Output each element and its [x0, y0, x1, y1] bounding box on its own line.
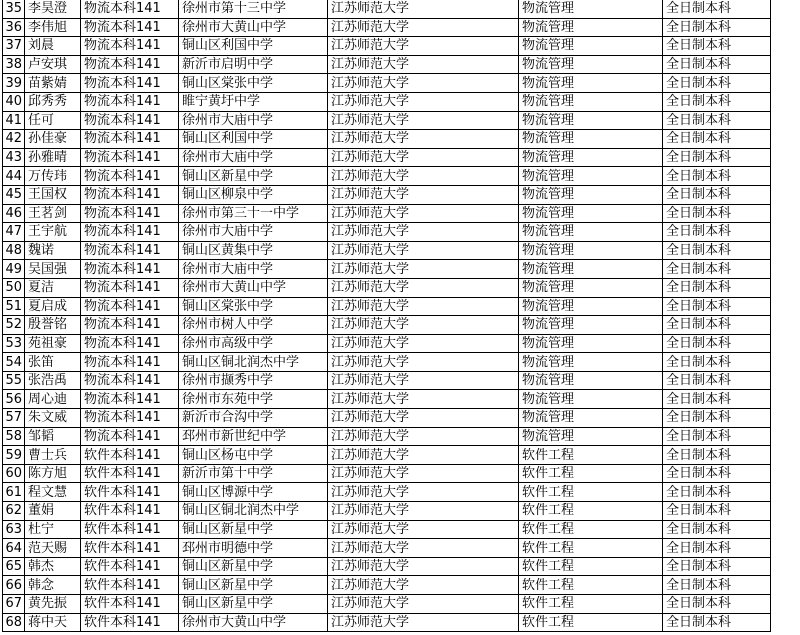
student-name-cell[interactable]: 苗紫婧 [25, 74, 81, 93]
university-cell[interactable]: 江苏师范大学 [328, 55, 519, 74]
study-type-cell[interactable]: 全日制本科 [663, 92, 771, 111]
table-row [3, 223, 771, 242]
class-cell[interactable]: 软件本科141 [81, 502, 179, 521]
study-type-cell[interactable]: 全日制本科 [663, 223, 771, 242]
university-cell[interactable]: 江苏师范大学 [328, 353, 519, 372]
table-row [3, 409, 771, 428]
major-cell[interactable]: 物流管理 [519, 353, 663, 372]
student-name-cell[interactable]: 殷誉铭 [25, 316, 81, 335]
row-number-cell[interactable]: 43 [3, 148, 25, 167]
high-school-cell[interactable]: 铜山区黄集中学 [179, 241, 328, 260]
class-cell[interactable]: 物流本科141 [81, 297, 179, 316]
major-cell[interactable]: 物流管理 [519, 334, 663, 353]
student-name-cell[interactable]: 夏洁 [25, 278, 81, 297]
study-type-cell[interactable]: 全日制本科 [663, 185, 771, 204]
table-row [3, 427, 771, 446]
row-number-cell[interactable]: 51 [3, 297, 25, 316]
study-type-cell[interactable]: 全日制本科 [663, 74, 771, 93]
student-table [2, 0, 771, 632]
class-cell[interactable]: 软件本科141 [81, 539, 179, 558]
class-cell[interactable]: 物流本科141 [81, 92, 179, 111]
student-name-cell[interactable]: 王国权 [25, 185, 81, 204]
study-type-cell[interactable]: 全日制本科 [663, 260, 771, 279]
class-cell[interactable]: 软件本科141 [81, 520, 179, 539]
high-school-cell[interactable]: 铜山区新星中学 [179, 576, 328, 595]
study-type-cell[interactable]: 全日制本科 [663, 241, 771, 260]
study-type-cell[interactable]: 全日制本科 [663, 557, 771, 576]
class-cell[interactable]: 软件本科141 [81, 576, 179, 595]
class-cell[interactable]: 物流本科141 [81, 74, 179, 93]
high-school-cell[interactable]: 徐州市大黄山中学 [179, 18, 328, 37]
table-row [3, 185, 771, 204]
table-row [3, 278, 771, 297]
class-cell[interactable]: 物流本科141 [81, 371, 179, 390]
student-name-cell[interactable]: 吴国强 [25, 260, 81, 279]
university-cell[interactable]: 江苏师范大学 [328, 409, 519, 428]
class-cell[interactable]: 物流本科141 [81, 55, 179, 74]
student-name-cell[interactable]: 董娟 [25, 502, 81, 521]
table-row [3, 539, 771, 558]
class-cell[interactable]: 软件本科141 [81, 557, 179, 576]
table-row [3, 334, 771, 353]
major-cell[interactable]: 软件工程 [519, 613, 663, 632]
row-number-cell[interactable]: 66 [3, 576, 25, 595]
high-school-cell[interactable]: 徐州市第十三中学 [179, 0, 328, 18]
student-name-cell[interactable]: 任可 [25, 111, 81, 130]
row-number-cell[interactable]: 36 [3, 18, 25, 37]
high-school-cell[interactable]: 铜山区博源中学 [179, 483, 328, 502]
student-name-cell[interactable]: 魏诺 [25, 241, 81, 260]
university-cell[interactable]: 江苏师范大学 [328, 613, 519, 632]
row-number-cell[interactable]: 40 [3, 92, 25, 111]
study-type-cell[interactable]: 全日制本科 [663, 130, 771, 149]
class-cell[interactable]: 软件本科141 [81, 595, 179, 614]
class-cell[interactable]: 物流本科141 [81, 37, 179, 56]
university-cell[interactable]: 江苏师范大学 [328, 260, 519, 279]
university-cell[interactable]: 江苏师范大学 [328, 595, 519, 614]
university-cell[interactable]: 江苏师范大学 [328, 483, 519, 502]
class-cell[interactable]: 物流本科141 [81, 148, 179, 167]
study-type-cell[interactable]: 全日制本科 [663, 483, 771, 502]
major-cell[interactable]: 物流管理 [519, 185, 663, 204]
study-type-cell[interactable]: 全日制本科 [663, 613, 771, 632]
major-cell[interactable]: 物流管理 [519, 55, 663, 74]
study-type-cell[interactable]: 全日制本科 [663, 334, 771, 353]
major-cell[interactable]: 物流管理 [519, 204, 663, 223]
row-number-cell[interactable]: 56 [3, 390, 25, 409]
table-row [3, 557, 771, 576]
university-cell[interactable]: 江苏师范大学 [328, 223, 519, 242]
class-cell[interactable]: 物流本科141 [81, 185, 179, 204]
major-cell[interactable]: 物流管理 [519, 92, 663, 111]
table-body [3, 0, 771, 632]
major-cell[interactable]: 软件工程 [519, 502, 663, 521]
student-name-cell[interactable]: 孙佳豪 [25, 130, 81, 149]
high-school-cell[interactable]: 徐州市撷秀中学 [179, 371, 328, 390]
major-cell[interactable]: 物流管理 [519, 18, 663, 37]
row-number-cell[interactable]: 68 [3, 613, 25, 632]
row-number-cell[interactable]: 62 [3, 502, 25, 521]
study-type-cell[interactable]: 全日制本科 [663, 18, 771, 37]
major-cell[interactable]: 软件工程 [519, 539, 663, 558]
high-school-cell[interactable]: 徐州市大庙中学 [179, 111, 328, 130]
student-name-cell[interactable]: 王茗剑 [25, 204, 81, 223]
study-type-cell[interactable]: 全日制本科 [663, 148, 771, 167]
table-row [3, 353, 771, 372]
row-number-cell[interactable]: 44 [3, 167, 25, 186]
row-number-cell[interactable]: 63 [3, 520, 25, 539]
university-cell[interactable]: 江苏师范大学 [328, 334, 519, 353]
class-cell[interactable]: 物流本科141 [81, 334, 179, 353]
high-school-cell[interactable]: 铜山区柳泉中学 [179, 185, 328, 204]
major-cell[interactable]: 物流管理 [519, 427, 663, 446]
class-cell[interactable]: 物流本科141 [81, 241, 179, 260]
class-cell[interactable]: 物流本科141 [81, 316, 179, 335]
university-cell[interactable]: 江苏师范大学 [328, 502, 519, 521]
student-name-cell[interactable]: 杜宁 [25, 520, 81, 539]
university-cell[interactable]: 江苏师范大学 [328, 446, 519, 465]
major-cell[interactable]: 物流管理 [519, 260, 663, 279]
student-name-cell[interactable]: 李伟旭 [25, 18, 81, 37]
class-cell[interactable]: 软件本科141 [81, 613, 179, 632]
row-number-cell[interactable]: 60 [3, 464, 25, 483]
major-cell[interactable]: 软件工程 [519, 483, 663, 502]
university-cell[interactable]: 江苏师范大学 [328, 278, 519, 297]
table-row [3, 92, 771, 111]
high-school-cell[interactable]: 徐州市树人中学 [179, 316, 328, 335]
row-number-cell[interactable]: 35 [3, 0, 25, 18]
university-cell[interactable]: 江苏师范大学 [328, 18, 519, 37]
study-type-cell[interactable]: 全日制本科 [663, 0, 771, 18]
table-row [3, 37, 771, 56]
table-row [3, 241, 771, 260]
major-cell[interactable]: 软件工程 [519, 446, 663, 465]
high-school-cell[interactable]: 铜山区利国中学 [179, 130, 328, 149]
class-cell[interactable]: 物流本科141 [81, 204, 179, 223]
student-name-cell[interactable]: 卢安琪 [25, 55, 81, 74]
table-row [3, 464, 771, 483]
university-cell[interactable]: 江苏师范大学 [328, 130, 519, 149]
study-type-cell[interactable]: 全日制本科 [663, 539, 771, 558]
row-number-cell[interactable]: 64 [3, 539, 25, 558]
study-type-cell[interactable]: 全日制本科 [663, 502, 771, 521]
major-cell[interactable]: 物流管理 [519, 241, 663, 260]
table-row [3, 316, 771, 335]
university-cell[interactable]: 江苏师范大学 [328, 241, 519, 260]
study-type-cell[interactable]: 全日制本科 [663, 446, 771, 465]
row-number-cell[interactable]: 49 [3, 260, 25, 279]
major-cell[interactable]: 物流管理 [519, 74, 663, 93]
university-cell[interactable]: 江苏师范大学 [328, 557, 519, 576]
table-row [3, 148, 771, 167]
university-cell[interactable]: 江苏师范大学 [328, 74, 519, 93]
table-row [3, 18, 771, 37]
major-cell[interactable]: 物流管理 [519, 130, 663, 149]
high-school-cell[interactable]: 铜山区棠张中学 [179, 74, 328, 93]
row-number-cell[interactable]: 47 [3, 223, 25, 242]
table-row [3, 111, 771, 130]
major-cell[interactable]: 物流管理 [519, 111, 663, 130]
university-cell[interactable]: 江苏师范大学 [328, 427, 519, 446]
student-name-cell[interactable]: 朱文威 [25, 409, 81, 428]
class-cell[interactable]: 物流本科141 [81, 223, 179, 242]
major-cell[interactable]: 软件工程 [519, 576, 663, 595]
major-cell[interactable]: 物流管理 [519, 316, 663, 335]
class-cell[interactable]: 软件本科141 [81, 483, 179, 502]
high-school-cell[interactable]: 睢宁黄圩中学 [179, 92, 328, 111]
high-school-cell[interactable]: 铜山区新星中学 [179, 520, 328, 539]
study-type-cell[interactable]: 全日制本科 [663, 409, 771, 428]
high-school-cell[interactable]: 徐州市大黄山中学 [179, 278, 328, 297]
student-name-cell[interactable]: 邱秀秀 [25, 92, 81, 111]
study-type-cell[interactable]: 全日制本科 [663, 111, 771, 130]
table-row [3, 260, 771, 279]
student-name-cell[interactable]: 韩杰 [25, 557, 81, 576]
class-cell[interactable]: 物流本科141 [81, 409, 179, 428]
table-row [3, 576, 771, 595]
class-cell[interactable]: 物流本科141 [81, 111, 179, 130]
major-cell[interactable]: 物流管理 [519, 0, 663, 18]
class-cell[interactable]: 物流本科141 [81, 18, 179, 37]
table-row [3, 55, 771, 74]
study-type-cell[interactable]: 全日制本科 [663, 576, 771, 595]
study-type-cell[interactable]: 全日制本科 [663, 595, 771, 614]
table-row [3, 446, 771, 465]
row-number-cell[interactable]: 48 [3, 241, 25, 260]
high-school-cell[interactable]: 徐州市大庙中学 [179, 148, 328, 167]
high-school-cell[interactable]: 新沂市启明中学 [179, 55, 328, 74]
study-type-cell[interactable]: 全日制本科 [663, 55, 771, 74]
table-row [3, 297, 771, 316]
high-school-cell[interactable]: 铜山区利国中学 [179, 37, 328, 56]
table-row [3, 74, 771, 93]
high-school-cell[interactable]: 新沂市合沟中学 [179, 409, 328, 428]
study-type-cell[interactable]: 全日制本科 [663, 371, 771, 390]
student-name-cell[interactable]: 张浩禹 [25, 371, 81, 390]
high-school-cell[interactable]: 铜山区棠张中学 [179, 297, 328, 316]
high-school-cell[interactable]: 铜山区新星中学 [179, 557, 328, 576]
row-number-cell[interactable]: 55 [3, 371, 25, 390]
student-name-cell[interactable]: 夏启成 [25, 297, 81, 316]
study-type-cell[interactable]: 全日制本科 [663, 316, 771, 335]
student-name-cell[interactable]: 周心迪 [25, 390, 81, 409]
student-name-cell[interactable]: 张笛 [25, 353, 81, 372]
major-cell[interactable]: 软件工程 [519, 464, 663, 483]
major-cell[interactable]: 物流管理 [519, 409, 663, 428]
study-type-cell[interactable]: 全日制本科 [663, 464, 771, 483]
student-name-cell[interactable]: 程文慧 [25, 483, 81, 502]
row-number-cell[interactable]: 61 [3, 483, 25, 502]
high-school-cell[interactable]: 新沂市第十中学 [179, 464, 328, 483]
class-cell[interactable]: 物流本科141 [81, 427, 179, 446]
table-row [3, 502, 771, 521]
university-cell[interactable]: 江苏师范大学 [328, 316, 519, 335]
table-row [3, 130, 771, 149]
class-cell[interactable]: 物流本科141 [81, 260, 179, 279]
high-school-cell[interactable]: 徐州市第三十一中学 [179, 204, 328, 223]
class-cell[interactable]: 物流本科141 [81, 278, 179, 297]
university-cell[interactable]: 江苏师范大学 [328, 167, 519, 186]
high-school-cell[interactable]: 铜山区新星中学 [179, 167, 328, 186]
major-cell[interactable]: 软件工程 [519, 595, 663, 614]
row-number-cell[interactable]: 53 [3, 334, 25, 353]
major-cell[interactable]: 物流管理 [519, 37, 663, 56]
student-name-cell[interactable]: 陈方旭 [25, 464, 81, 483]
study-type-cell[interactable]: 全日制本科 [663, 390, 771, 409]
table-row [3, 0, 771, 18]
high-school-cell[interactable]: 铜山区新星中学 [179, 595, 328, 614]
table-row [3, 613, 771, 632]
student-name-cell[interactable]: 孙雅晴 [25, 148, 81, 167]
row-number-cell[interactable]: 50 [3, 278, 25, 297]
university-cell[interactable]: 江苏师范大学 [328, 111, 519, 130]
class-cell[interactable]: 物流本科141 [81, 167, 179, 186]
high-school-cell[interactable]: 徐州市大黄山中学 [179, 613, 328, 632]
student-name-cell[interactable]: 万传玮 [25, 167, 81, 186]
student-name-cell[interactable]: 黄先振 [25, 595, 81, 614]
university-cell[interactable]: 江苏师范大学 [328, 297, 519, 316]
row-number-cell[interactable]: 54 [3, 353, 25, 372]
study-type-cell[interactable]: 全日制本科 [663, 353, 771, 372]
study-type-cell[interactable]: 全日制本科 [663, 278, 771, 297]
table-row [3, 483, 771, 502]
row-number-cell[interactable]: 37 [3, 37, 25, 56]
university-cell[interactable]: 江苏师范大学 [328, 576, 519, 595]
study-type-cell[interactable]: 全日制本科 [663, 520, 771, 539]
row-number-cell[interactable]: 41 [3, 111, 25, 130]
major-cell[interactable]: 物流管理 [519, 223, 663, 242]
major-cell[interactable]: 软件工程 [519, 520, 663, 539]
university-cell[interactable]: 江苏师范大学 [328, 464, 519, 483]
university-cell[interactable]: 江苏师范大学 [328, 92, 519, 111]
student-name-cell[interactable]: 苑祖豪 [25, 334, 81, 353]
university-cell[interactable]: 江苏师范大学 [328, 37, 519, 56]
major-cell[interactable]: 物流管理 [519, 148, 663, 167]
row-number-cell[interactable]: 59 [3, 446, 25, 465]
study-type-cell[interactable]: 全日制本科 [663, 204, 771, 223]
table-row [3, 204, 771, 223]
major-cell[interactable]: 物流管理 [519, 167, 663, 186]
university-cell[interactable]: 江苏师范大学 [328, 390, 519, 409]
class-cell[interactable]: 物流本科141 [81, 390, 179, 409]
major-cell[interactable]: 软件工程 [519, 557, 663, 576]
high-school-cell[interactable]: 徐州市大庙中学 [179, 223, 328, 242]
class-cell[interactable]: 软件本科141 [81, 464, 179, 483]
student-name-cell[interactable]: 范天赐 [25, 539, 81, 558]
study-type-cell[interactable]: 全日制本科 [663, 37, 771, 56]
row-number-cell[interactable]: 52 [3, 316, 25, 335]
row-number-cell[interactable]: 65 [3, 557, 25, 576]
student-name-cell[interactable]: 王宇航 [25, 223, 81, 242]
university-cell[interactable]: 江苏师范大学 [328, 204, 519, 223]
university-cell[interactable]: 江苏师范大学 [328, 185, 519, 204]
high-school-cell[interactable]: 邳州市明德中学 [179, 539, 328, 558]
table-row [3, 167, 771, 186]
study-type-cell[interactable]: 全日制本科 [663, 297, 771, 316]
student-name-cell[interactable]: 李昊澄 [25, 0, 81, 18]
class-cell[interactable]: 物流本科141 [81, 353, 179, 372]
high-school-cell[interactable]: 徐州市东苑中学 [179, 390, 328, 409]
row-number-cell[interactable]: 45 [3, 185, 25, 204]
university-cell[interactable]: 江苏师范大学 [328, 520, 519, 539]
class-cell[interactable]: 物流本科141 [81, 130, 179, 149]
row-number-cell[interactable]: 39 [3, 74, 25, 93]
row-number-cell[interactable]: 57 [3, 409, 25, 428]
class-cell[interactable]: 软件本科141 [81, 446, 179, 465]
major-cell[interactable]: 物流管理 [519, 278, 663, 297]
table-row [3, 595, 771, 614]
student-name-cell[interactable]: 韩念 [25, 576, 81, 595]
university-cell[interactable]: 江苏师范大学 [328, 148, 519, 167]
high-school-cell[interactable]: 徐州市高级中学 [179, 334, 328, 353]
student-name-cell[interactable]: 刘晨 [25, 37, 81, 56]
student-name-cell[interactable]: 邹韬 [25, 427, 81, 446]
major-cell[interactable]: 物流管理 [519, 371, 663, 390]
row-number-cell[interactable]: 42 [3, 130, 25, 149]
high-school-cell[interactable]: 铜山区铜北润杰中学 [179, 353, 328, 372]
high-school-cell[interactable]: 铜山区铜北润杰中学 [179, 502, 328, 521]
row-number-cell[interactable]: 58 [3, 427, 25, 446]
university-cell[interactable]: 江苏师范大学 [328, 0, 519, 18]
class-cell[interactable]: 物流本科141 [81, 0, 179, 18]
study-type-cell[interactable]: 全日制本科 [663, 167, 771, 186]
major-cell[interactable]: 物流管理 [519, 390, 663, 409]
high-school-cell[interactable]: 铜山区杨屯中学 [179, 446, 328, 465]
table-row [3, 371, 771, 390]
table-row [3, 390, 771, 409]
student-name-cell[interactable]: 蒋中天 [25, 613, 81, 632]
row-number-cell[interactable]: 38 [3, 55, 25, 74]
high-school-cell[interactable]: 徐州市大庙中学 [179, 260, 328, 279]
row-number-cell[interactable]: 46 [3, 204, 25, 223]
major-cell[interactable]: 物流管理 [519, 297, 663, 316]
student-name-cell[interactable]: 曹士兵 [25, 446, 81, 465]
row-number-cell[interactable]: 67 [3, 595, 25, 614]
table-row [3, 520, 771, 539]
high-school-cell[interactable]: 邳州市新世纪中学 [179, 427, 328, 446]
university-cell[interactable]: 江苏师范大学 [328, 539, 519, 558]
university-cell[interactable]: 江苏师范大学 [328, 371, 519, 390]
study-type-cell[interactable]: 全日制本科 [663, 427, 771, 446]
